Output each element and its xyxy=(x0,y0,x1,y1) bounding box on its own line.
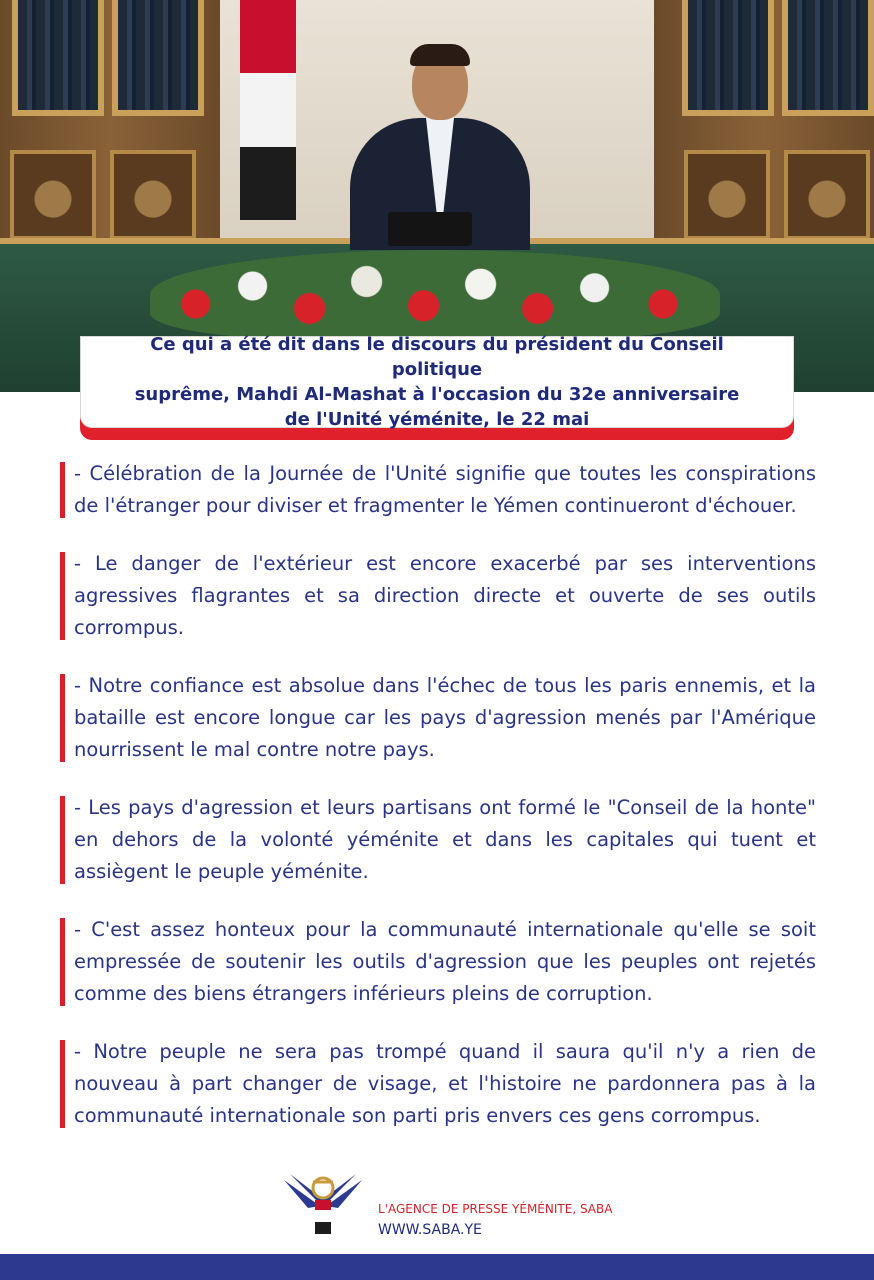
flower-arrangement xyxy=(150,250,720,340)
cabinet-panel xyxy=(684,150,770,240)
heading-line: de l'Unité yéménite, le 22 mai xyxy=(284,409,590,430)
cabinet-panel xyxy=(784,150,870,240)
bookshelf-glass xyxy=(682,0,774,116)
quote-item: - Notre confiance est absolue dans l'échec de tous les paris ennemis, et la bataille est encore longue car les pays d'agression menés par l'Amérique nourrissent le mal contre notre pays. xyxy=(60,670,816,766)
quote-list xyxy=(60,458,816,1158)
saba-logo xyxy=(280,1166,366,1242)
heading-line: suprême, Mahdi Al-Mashat à l'occasion du 32e anniversaire xyxy=(134,384,740,405)
quote-item: - Les pays d'agression et leurs partisans ont formé le "Conseil de la honte" en dehors de la volonté yéménite et dans les capitales qui tuent et assiègent le peuple yéménite. xyxy=(60,792,816,888)
quote-item: - Notre peuple ne sera pas trompé quand il saura qu'il n'y a rien de nouveau à part changer de visage, et l'histoire ne pardonnera pas à la communauté internationale son parti pris envers ces gens corrompus. xyxy=(60,1036,816,1132)
bookshelf-glass xyxy=(12,0,104,116)
bookshelf-glass xyxy=(782,0,874,116)
yemen-flag xyxy=(240,0,296,220)
agency-name: L'AGENCE DE PRESSE YÉMÉNITE, SABA xyxy=(378,1202,613,1216)
quote-item: - C'est assez honteux pour la communauté internationale qu'elle se soit empressée de soutenir les outils d'agression que les peuples ont rejetés comme des biens étrangers inférieurs pleins de corruption. xyxy=(60,914,816,1010)
cabinet-panel xyxy=(10,150,96,240)
bookshelf-glass xyxy=(112,0,204,116)
heading-title xyxy=(81,332,793,432)
heading-line: Ce qui a été dit dans le discours du président du Conseil politique xyxy=(150,334,724,380)
cabinet-panel xyxy=(110,150,196,240)
quote-item: - Le danger de l'extérieur est encore exacerbé par ses interventions agressives flagrantes et sa direction directe et ouverte de ses outils corrompus. xyxy=(60,548,816,644)
bottom-bar xyxy=(0,1254,874,1280)
heading-box xyxy=(80,336,794,428)
website-link[interactable]: WWW.SABA.YE xyxy=(378,1222,482,1238)
podium xyxy=(388,212,472,246)
quote-item: - Célébration de la Journée de l'Unité signifie que toutes les conspirations de l'étranger pour diviser et fragmenter le Yémen continueront d'échouer. xyxy=(60,458,816,522)
